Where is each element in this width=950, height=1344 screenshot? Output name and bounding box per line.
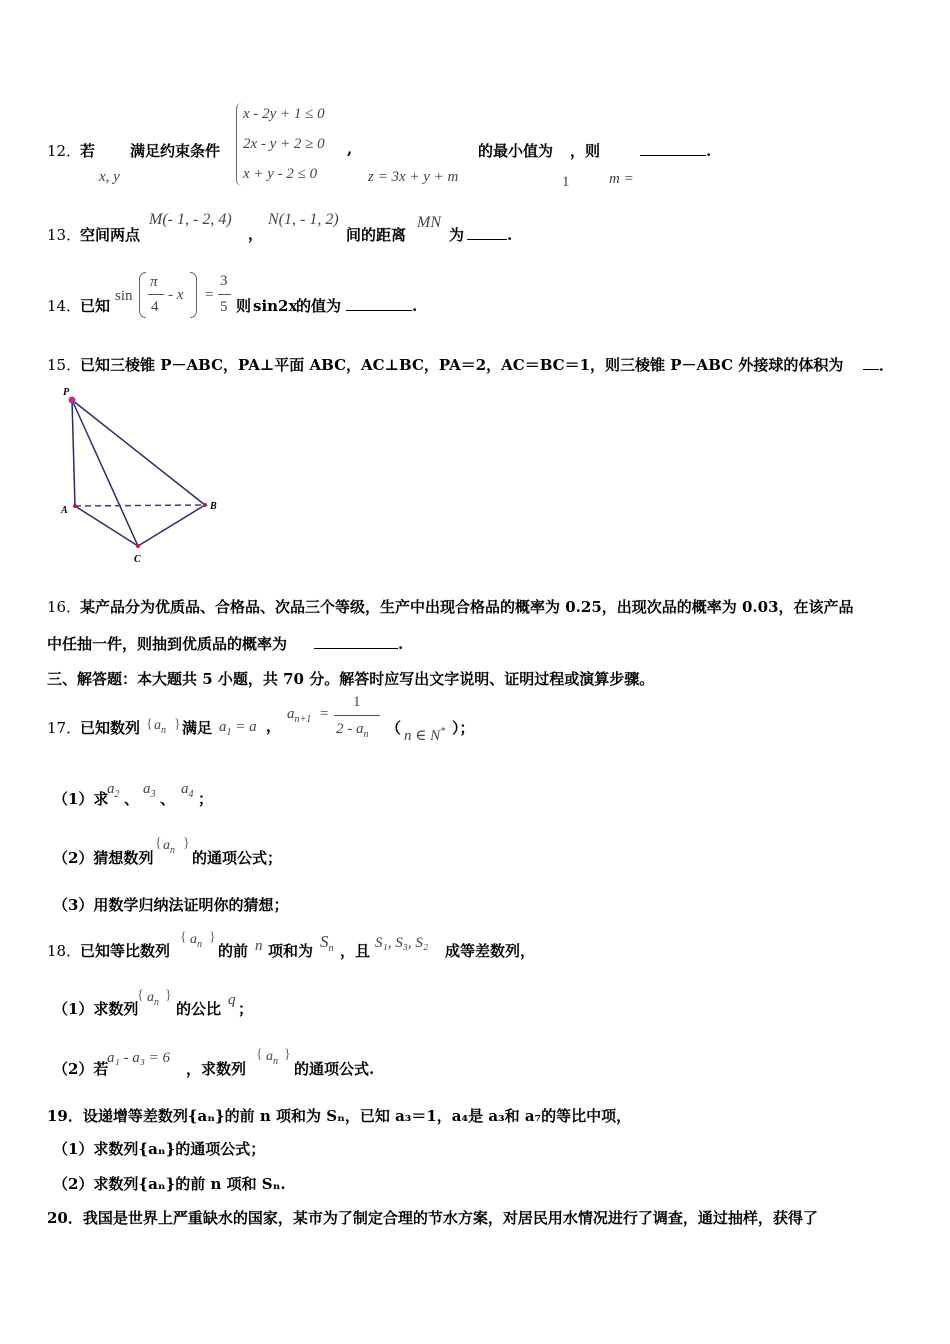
point-M: M(- 1, - 2, 4) xyxy=(149,211,232,228)
text: 已知等比数列 xyxy=(80,942,171,960)
seq-a: $a_n$ xyxy=(163,838,175,856)
S-n: $S_n$ xyxy=(320,932,334,954)
n-in-N: n ∈ N* xyxy=(404,726,446,744)
objective-function: z = 3x + y + m xyxy=(368,169,459,185)
brace-left: { xyxy=(146,717,153,732)
numerator: 3 xyxy=(220,273,228,289)
text: 的通项公式. xyxy=(294,1060,375,1078)
question-text: 19．设递增等差数列{aₙ}的前 n 项和为 Sₙ，已知 a₃＝1，a₄是 a₃和 a₇的等比中项， xyxy=(47,1107,632,1125)
brace-right: } xyxy=(209,930,216,945)
minus-x: - x xyxy=(168,287,184,303)
part-1: （1）求数列 xyxy=(53,1000,139,1018)
text: sin2x xyxy=(253,297,298,315)
pyramid-figure xyxy=(55,385,225,565)
question-number: 14． xyxy=(47,297,82,315)
label-C: C xyxy=(134,554,141,565)
part-3: （3）用数学归纳法证明你的猜想； xyxy=(53,896,289,914)
text: ， xyxy=(248,225,264,243)
part-2: （2）求数列{aₙ}的前 n 项和 Sₙ. xyxy=(53,1175,286,1193)
answer-blank: ． xyxy=(863,355,894,375)
text: 的前 xyxy=(218,942,249,960)
system-brace xyxy=(236,103,243,186)
seq-a: $a_n$ xyxy=(190,932,202,950)
vertex-B xyxy=(203,503,207,507)
math-m: m = xyxy=(609,171,634,187)
constraint-2: 2x - y + 2 ≥ 0 xyxy=(243,136,325,152)
text: 空间两点 xyxy=(80,226,141,244)
text: 项和为 xyxy=(268,942,314,960)
question-text: 中任抽一件，则抽到优质品的概率为 xyxy=(47,635,288,653)
vertex-C xyxy=(136,544,140,548)
equation: a₁ - a₃ = 6 xyxy=(107,1050,171,1066)
text: 的通项公式； xyxy=(192,849,283,867)
q-var: q xyxy=(228,992,236,1008)
question-number: 12． xyxy=(47,142,82,160)
a4: $a_4$ xyxy=(181,781,194,800)
edge-PB xyxy=(72,400,205,505)
brace-right: } xyxy=(183,836,190,851)
question-text: 某产品分为优质品、合格品、次品三个等级，生产中出现合格品的概率为 0.25，出现次品的概率为 0.03，在该产品 xyxy=(80,598,854,616)
part-1: （1）求 xyxy=(53,790,109,808)
text: 的公比 xyxy=(176,1000,222,1018)
a3: $a_3$ xyxy=(143,781,156,800)
seq-a: $a_n$ xyxy=(147,990,159,1008)
text: 、 xyxy=(160,790,176,808)
brace-right: } xyxy=(174,717,181,732)
pi: π xyxy=(150,274,158,290)
point-N: N(1, - 1, 2) xyxy=(268,211,339,228)
part-2: （2）若 xyxy=(53,1060,109,1078)
equals: = xyxy=(320,706,329,722)
constraint-3: x + y - 2 ≤ 0 xyxy=(243,166,318,182)
text: （ xyxy=(386,719,402,737)
text: ， xyxy=(266,717,282,735)
constraint-1: x - 2y + 1 ≤ 0 xyxy=(243,106,325,122)
question-number: 18． xyxy=(47,942,82,960)
brace-left: { xyxy=(137,988,144,1003)
question-number: 13． xyxy=(47,226,82,244)
question-text: 20．我国是世界上严重缺水的国家，某市为了制定合理的节水方案，对居民用水情况进行了调查，通过抽样，获得了 xyxy=(47,1209,818,1227)
seq-a: $a_n$ xyxy=(266,1049,278,1067)
text: 为 xyxy=(449,226,465,244)
text: ，则 xyxy=(570,142,601,160)
numerator: 1 xyxy=(353,694,361,710)
right-paren xyxy=(190,272,197,318)
part-1: （1）求数列{aₙ}的通项公式； xyxy=(53,1140,266,1158)
text: ，求数列 xyxy=(186,1060,247,1078)
vertex-P xyxy=(69,397,76,404)
brace-left: { xyxy=(180,930,187,945)
text: 的最小值为 xyxy=(478,142,554,160)
text: 已知 xyxy=(80,297,111,315)
text: 间的距离 xyxy=(346,226,407,244)
text: 则 xyxy=(236,297,252,315)
text: ）； xyxy=(452,719,475,737)
label-P: P xyxy=(63,387,70,398)
answer-blank: . xyxy=(467,225,512,245)
brace-right: } xyxy=(165,988,172,1003)
question-number: 17． xyxy=(47,719,82,737)
part-2: （2）猜想数列 xyxy=(53,849,154,867)
fraction-bar xyxy=(148,294,164,295)
section-heading: 三、解答题：本大题共 5 小题，共 70 分。解答时应写出文字说明、证明过程或演算步骤。 xyxy=(47,670,655,688)
text: 的值为 xyxy=(296,297,342,315)
brace-right: } xyxy=(284,1047,291,1062)
math-vars: x, y xyxy=(99,169,120,185)
sin-func: sin xyxy=(115,288,133,304)
text: ； xyxy=(238,1000,254,1018)
question-number: 15． xyxy=(47,356,82,374)
question-number: 16． xyxy=(47,598,82,616)
text: ，且 xyxy=(340,942,371,960)
min-value: 1 xyxy=(562,174,570,190)
fraction-bar xyxy=(334,715,380,716)
a2: $a_2$ xyxy=(107,781,120,800)
vertex-A xyxy=(73,504,77,508)
denominator: $2 - a_n$ xyxy=(336,721,369,740)
text: 、 xyxy=(124,790,140,808)
left-paren xyxy=(139,272,146,318)
edge-PC xyxy=(72,400,138,546)
text: 已知数列 xyxy=(80,719,141,737)
edge-BC xyxy=(138,505,205,546)
a-n-plus-1: $a_{n+1}$ xyxy=(287,706,312,725)
label-B: B xyxy=(210,501,217,512)
edge-AB-hidden xyxy=(75,505,205,506)
text: 满足约束条件 xyxy=(130,142,221,160)
text: ； xyxy=(198,790,214,808)
text: , xyxy=(347,140,353,158)
denominator: 4 xyxy=(151,299,159,315)
denominator: 5 xyxy=(220,299,228,315)
text: 成等差数列， xyxy=(445,942,536,960)
text: 满足 xyxy=(182,719,213,737)
edge-PA xyxy=(72,400,75,506)
a1-equals-a: $a_1 = a$ xyxy=(219,719,257,738)
brace-left: { xyxy=(256,1047,263,1062)
fraction-bar xyxy=(218,294,231,295)
equals: = xyxy=(205,287,214,303)
label-A: A xyxy=(61,505,68,516)
seq-a: $a_n$ xyxy=(154,718,166,736)
answer-blank: . xyxy=(346,296,417,316)
answer-blank: . xyxy=(314,634,403,654)
text: 若 xyxy=(80,142,96,160)
n-var: n xyxy=(255,938,263,954)
S-sequence: S₁, S₃, S₂ xyxy=(375,935,429,951)
question-text: 已知三棱锥 P－ABC，PA⊥平面 ABC，AC⊥BC，PA＝2，AC＝BC＝1，则三棱锥 P－ABC 外接球的体积为 xyxy=(80,356,844,374)
segment-MN: MN xyxy=(417,214,441,231)
brace-left: { xyxy=(155,836,162,851)
answer-blank: . xyxy=(640,141,711,161)
